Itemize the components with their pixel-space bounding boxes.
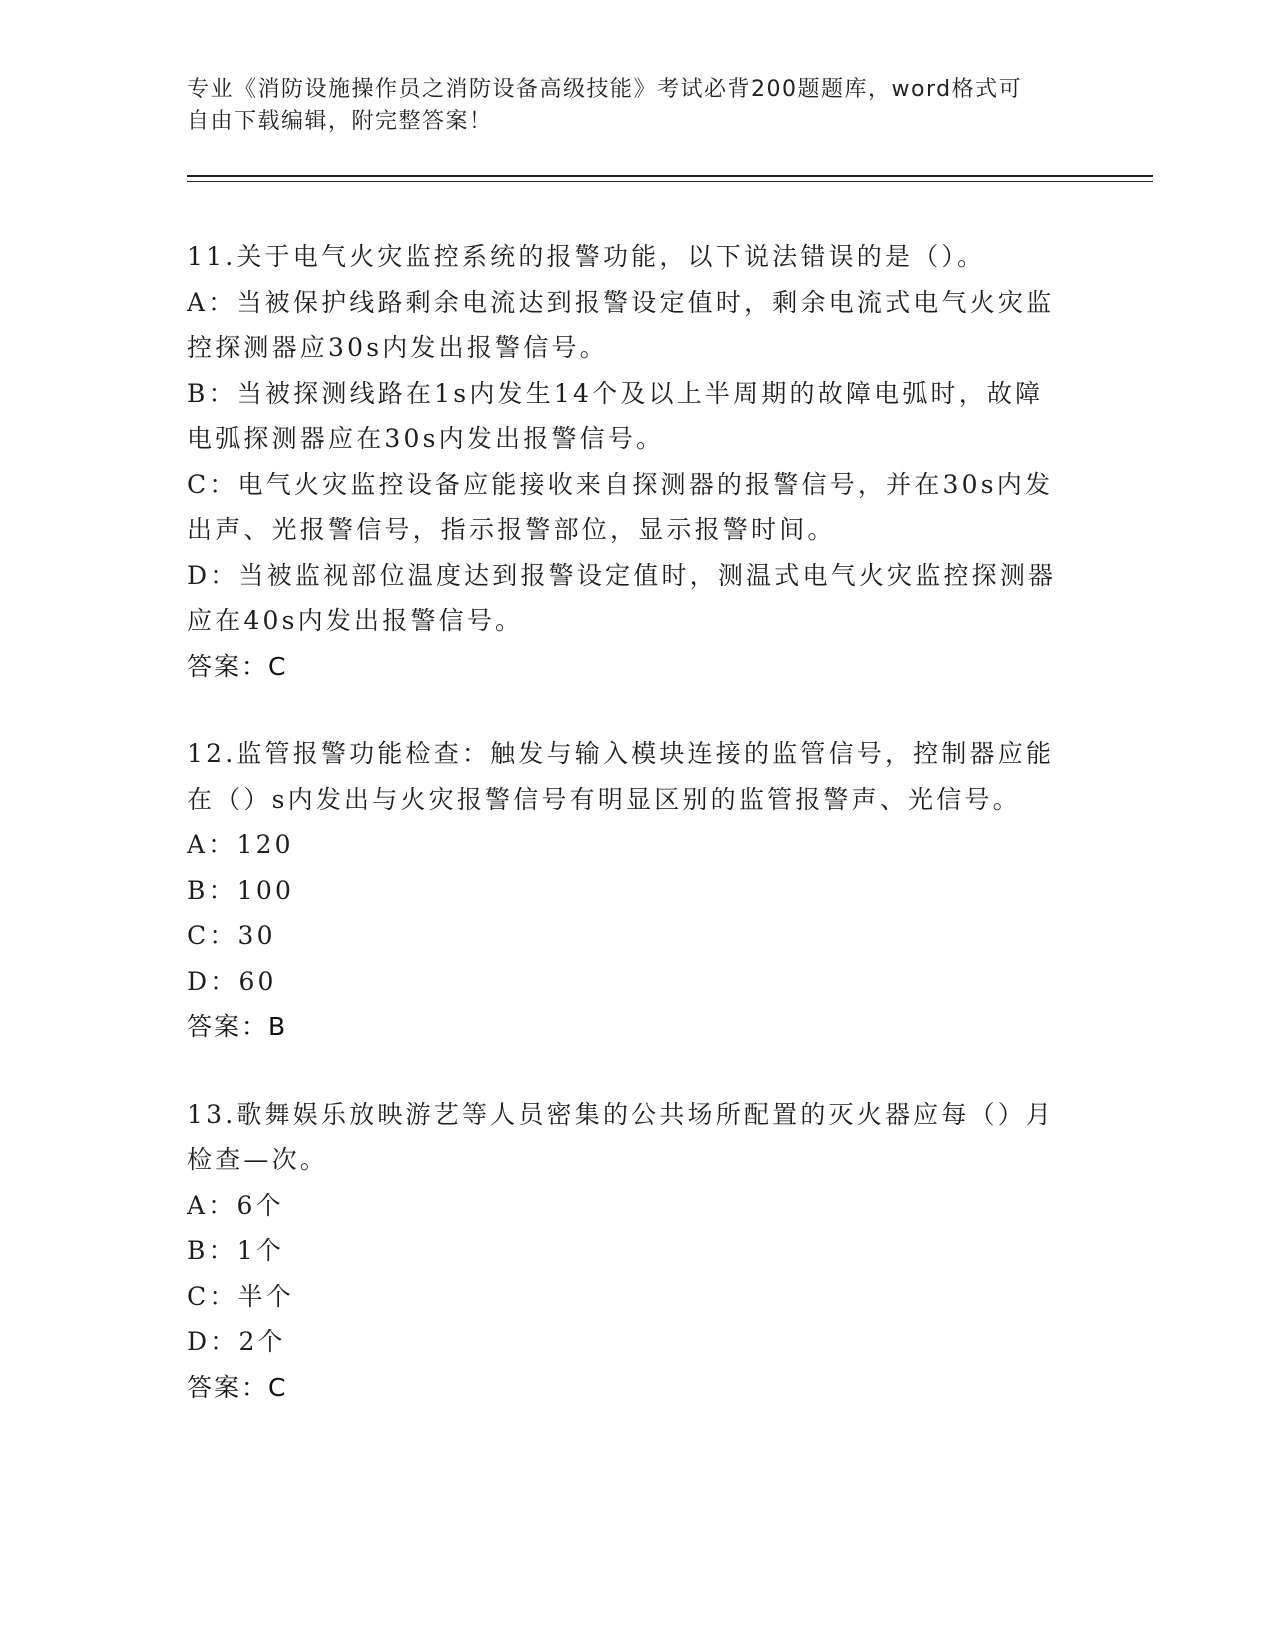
option-key: C： [187, 921, 238, 950]
question-11 [187, 234, 1087, 689]
option-key: B： [187, 1236, 237, 1265]
option-text: 当被探测线路在1s内发生14个及以上半周期的故障电弧时，故障 [236, 378, 1044, 408]
option-key: C： [187, 469, 238, 499]
option-a [187, 822, 1087, 868]
option-text: 1个 [236, 1236, 285, 1265]
option-c [187, 1274, 1087, 1320]
document-header [187, 74, 1067, 138]
option-a [187, 1183, 1087, 1229]
option-text: 电气火灾监控设备应能接收来自探测器的报警信号，并在30s内发 [237, 469, 1054, 499]
header-line-2: 自由下载编辑，附完整答案！ [187, 109, 493, 134]
option-text: 100 [236, 875, 295, 905]
option-c-continued: 出声、光报警信号，指示报警部位，显示报警时间。 [187, 515, 836, 544]
answer-line: 答案：C [187, 651, 288, 681]
option-d [187, 1319, 1087, 1365]
option-key: B： [187, 875, 237, 905]
option-key: D： [187, 560, 239, 590]
option-a-continued: 控探测器应30s内发出报警信号。 [187, 333, 608, 362]
header-divider-thick [187, 175, 1153, 177]
option-text: 60 [238, 966, 277, 996]
option-text: 当被监视部位温度达到报警设定值时，测温式电气火灾监控探测器 [238, 560, 1057, 590]
option-key: A： [187, 830, 237, 859]
option-d-continued: 应在40s内发出报警信号。 [187, 606, 524, 635]
question-stem-continued: 在（）s内发出与火灾报警信号有明显区别的监管报警声、光信号。 [187, 784, 1021, 814]
question-list [187, 234, 1087, 1452]
option-b-continued: 电弧探测器应在30s内发出报警信号。 [187, 424, 665, 453]
option-a [187, 280, 1087, 326]
option-b [187, 868, 1087, 914]
option-key: D： [187, 1327, 239, 1356]
header-line-1: 专业《消防设施操作员之消防设备高级技能》考试必背200题题库，word格式可 [187, 77, 1023, 102]
option-c [187, 913, 1087, 959]
option-d [187, 959, 1087, 1005]
option-text: 2个 [238, 1327, 286, 1356]
answer-line: 答案：B [187, 1012, 288, 1041]
option-b [187, 1228, 1087, 1274]
option-text: 半个 [237, 1281, 294, 1311]
option-key: C： [187, 1281, 238, 1311]
option-d [187, 553, 1087, 599]
option-c [187, 462, 1087, 508]
option-key: D： [187, 966, 239, 996]
question-13 [187, 1092, 1087, 1411]
answer-line: 答案：C [187, 1372, 288, 1402]
option-key: A： [187, 287, 237, 317]
option-text: 120 [236, 830, 294, 859]
question-stem-continued: 检查—次。 [187, 1145, 329, 1174]
option-key: B： [187, 378, 237, 408]
option-text: 30 [237, 921, 276, 950]
question-stem: 12.监管报警功能检查：触发与输入模块连接的监管信号，控制器应能 [187, 739, 1055, 768]
header-divider-thin [187, 181, 1153, 182]
option-b [187, 371, 1087, 417]
option-key: A： [187, 1190, 237, 1220]
question-stem: 11.关于电气火灾监控系统的报警功能，以下说法错误的是（）。 [187, 242, 986, 271]
option-text: 6个 [236, 1190, 284, 1220]
question-12 [187, 731, 1087, 1050]
question-stem: 13.歌舞娱乐放映游艺等人员密集的公共场所配置的灭火器应每（）月 [187, 1099, 1055, 1129]
option-text: 当被保护线路剩余电流达到报警设定值时，剩余电流式电气火灾监 [236, 287, 1055, 317]
